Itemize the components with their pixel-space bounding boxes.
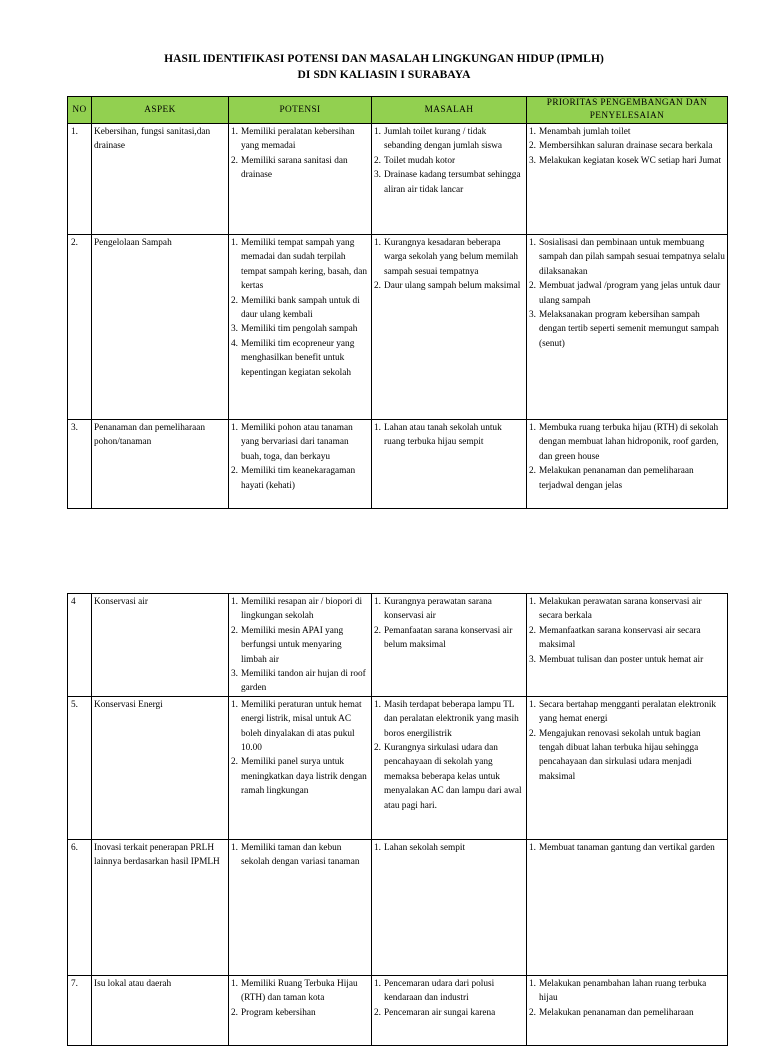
cell-prioritas (527, 839, 728, 975)
list-item-text: Memiliki taman dan kebun sekolah dengan variasi tanaman (241, 842, 360, 868)
list-item (529, 421, 725, 464)
list-item-text: Memiliki resapan air / biopori di lingkungan sekolah (241, 597, 363, 622)
cell-potensi (229, 594, 372, 697)
list-item-text: Drainase kadang tersumbat sehingga aliran air tidak lancar (384, 170, 521, 195)
list-item (374, 125, 524, 154)
list-item (231, 464, 369, 493)
list-item-text: Secara bertahap mengganti peralatan elektronik yang hemat energi (539, 699, 717, 725)
list-item-number: 2. (231, 295, 238, 306)
potensi-list (231, 698, 369, 799)
document-subtitle: DI SDN KALIASIN I SURABAYA (297, 69, 471, 81)
list-item-text: Program kebersihan (241, 1007, 316, 1018)
cell-no: 7. (68, 975, 92, 1045)
list-item (374, 154, 524, 168)
list-item-text: Daur ulang sampah belum maksimal (384, 281, 521, 292)
list-item (529, 977, 725, 1006)
cell-potensi (229, 839, 372, 975)
cell-masalah (372, 235, 527, 420)
prioritas-list (529, 698, 725, 784)
list-item-number: 2. (374, 155, 381, 166)
list-item (231, 698, 369, 756)
prioritas-list (529, 841, 725, 855)
list-item-number: 2. (231, 757, 238, 768)
list-item-text: Membuat tanaman gantung dan vertikal garden (539, 842, 715, 853)
list-item-text: Membuat tulisan dan poster untuk hemat air (539, 654, 704, 665)
cell-masalah (372, 594, 527, 697)
list-item-text: Toilet mudah kotor (384, 155, 456, 166)
list-item (231, 337, 369, 380)
table-row (68, 696, 728, 839)
list-item-number: 1. (231, 127, 238, 137)
list-item (231, 125, 369, 154)
cell-prioritas (527, 696, 728, 839)
list-item-text: Memiliki tim keanekaragaman hayati (kehati) (241, 466, 356, 491)
list-item-number: 1. (529, 238, 536, 248)
list-item (231, 421, 369, 464)
cell-prioritas (527, 594, 728, 697)
cell-masalah (372, 839, 527, 975)
cell-aspek: Isu lokal atau daerah (92, 975, 229, 1045)
list-item-number: 2. (529, 1007, 536, 1018)
list-item-number: 1. (529, 842, 536, 853)
list-item-text: Memiliki bank sampah untuk di daur ulang kembali (241, 295, 360, 321)
list-item (374, 168, 524, 197)
list-item (231, 154, 369, 183)
cell-masalah (372, 975, 527, 1045)
list-item-number: 1. (231, 597, 238, 607)
list-item-text: Menambah jumlah toilet (539, 127, 631, 137)
cell-aspek: Pengelolaan Sampah (92, 235, 229, 420)
list-item-number: 2. (231, 625, 238, 636)
ipmlh-table-part-1 (67, 96, 728, 509)
list-item-text: Memiliki Ruang Terbuka Hijau (RTH) dan taman kota (241, 978, 358, 1004)
cell-potensi (229, 975, 372, 1045)
list-item-text: Jumlah toilet kurang / tidak sebanding dengan jumlah siswa (384, 127, 502, 152)
cell-no: 6. (68, 839, 92, 975)
list-item-number: 2. (529, 625, 536, 636)
masalah-list (374, 595, 524, 653)
header-no: NO (68, 97, 92, 124)
header-masalah: MASALAH (372, 97, 527, 124)
list-item-number: 2. (529, 281, 536, 292)
list-item-number: 2. (374, 625, 381, 636)
list-item (231, 294, 369, 323)
header-aspek: ASPEK (92, 97, 229, 124)
masalah-list (374, 977, 524, 1020)
list-item (374, 1006, 524, 1020)
list-item-number: 3. (374, 170, 381, 181)
list-item-text: Memiliki panel surya untuk meningkatkan daya listrik dengan ramah lingkungan (241, 757, 367, 797)
list-item-number: 2. (231, 1007, 238, 1018)
list-item-text: Sosialisasi dan pembinaan untuk membuang sampah dan pilah sampah sesuai tempatnya selalu dilaksanakan (539, 238, 725, 277)
list-item-number: 3. (231, 669, 238, 680)
list-item-text: Membersihkan saluran drainase secara berkala (539, 141, 713, 152)
list-item (231, 755, 369, 798)
list-item-number: 3. (529, 654, 536, 665)
list-item (529, 125, 725, 139)
list-item (529, 139, 725, 153)
list-item-number: 3. (529, 155, 536, 166)
list-item-number: 1. (374, 978, 381, 989)
cell-prioritas (527, 975, 728, 1045)
cell-masalah (372, 124, 527, 235)
list-item (231, 667, 369, 696)
list-item-number: 1. (231, 699, 238, 710)
list-item (529, 1006, 725, 1020)
potensi-list (231, 421, 369, 493)
list-item-number: 1. (529, 699, 536, 710)
masalah-list (374, 421, 524, 450)
list-item-number: 1. (529, 127, 536, 137)
list-item-number: 2. (529, 728, 536, 739)
list-item-text: Melaksanakan program kebersihan sampah dengan tertib seperti semenit memungut sampah (senut) (539, 310, 719, 349)
list-item-text: Memiliki peralatan kebersihan yang memadai (241, 127, 355, 152)
prioritas-list (529, 125, 725, 168)
table-header-row (68, 97, 728, 124)
potensi-list (231, 595, 369, 696)
potensi-list (231, 236, 369, 380)
list-item (231, 1006, 369, 1020)
list-item-text: Pemanfaatan sarana konservasi air belum maksimal (384, 625, 513, 651)
header-potensi: POTENSI (229, 97, 372, 124)
list-item-text: Pencemaran udara dari polusi kendaraan dan industri (384, 978, 495, 1004)
cell-potensi (229, 696, 372, 839)
list-item-text: Memiliki tandon air hujan di roof garden (241, 669, 366, 694)
list-item-text: Memiliki tim pengolah sampah (241, 324, 358, 335)
list-item (529, 279, 725, 308)
cell-aspek: Inovasi terkait penerapan PRLH lainnya berdasarkan hasil IPMLH (92, 839, 229, 975)
cell-no: 1. (68, 124, 92, 235)
cell-masalah (372, 696, 527, 839)
list-item-number: 1. (529, 978, 536, 989)
list-item-number: 1. (374, 127, 381, 137)
list-item-text: Melakukan perawatan sarana konservasi air secara berkala (539, 597, 702, 622)
list-item-text: Memiliki mesin APAI yang berfungsi untuk menyaring limbah air (241, 625, 344, 665)
list-item-text: Melakukan penanaman dan pemeliharaan (539, 1007, 694, 1018)
cell-prioritas (527, 124, 728, 235)
list-item (231, 595, 369, 624)
list-item-number: 2. (374, 743, 381, 754)
list-item-number: 4. (231, 338, 238, 349)
cell-aspek: Konservasi air (92, 594, 229, 697)
list-item-text: Kurangnya perawatan sarana konservasi air (384, 597, 492, 622)
list-item-text: Masih terdapat beberapa lampu TL dan peralatan elektronik yang masih boros energilistrik (384, 699, 519, 739)
list-item (374, 236, 524, 279)
list-item (374, 279, 524, 293)
cell-masalah (372, 420, 527, 509)
list-item-number: 3. (231, 324, 238, 335)
list-item-text: Melakukan kegiatan kosek WC setiap hari Jumat (539, 155, 722, 166)
list-item (231, 236, 369, 294)
list-item-number: 2. (529, 141, 536, 152)
list-item-text: Memiliki sarana sanitasi dan drainase (241, 155, 348, 181)
list-item-number: 2. (231, 155, 238, 166)
list-item-text: Kurangnya sirkulasi udara dan pencahayaan di sekolah yang memaksa beberapa kelas untuk menyalakan AC dan lampu dari awal atau pagi hari. (384, 743, 522, 811)
list-item (529, 464, 725, 493)
list-item (374, 977, 524, 1006)
list-item (374, 595, 524, 624)
list-item-number: 1. (231, 423, 238, 433)
table-row (68, 124, 728, 235)
list-item-number: 1. (374, 423, 381, 433)
list-item-text: Memanfaatkan sarana konservasi air secara maksimal (539, 625, 701, 651)
cell-no: 5. (68, 696, 92, 839)
list-item-text: Melakukan penambahan lahan ruang terbuka hijau (539, 978, 707, 1004)
list-item-number: 2. (529, 466, 536, 477)
list-item-text: Memiliki tim ecopreneur yang menghasilkan benefit untuk kepentingan kegiatan sekolah (241, 338, 355, 378)
potensi-list (231, 125, 369, 183)
list-item (529, 653, 725, 667)
list-item-number: 3. (529, 310, 536, 321)
potensi-list (231, 977, 369, 1020)
list-item (374, 841, 524, 855)
cell-aspek: Penanaman dan pemeliharaan pohon/tanaman (92, 420, 229, 509)
masalah-list (374, 236, 524, 294)
list-item-text: Membuat jadwal /program yang jelas untuk daur ulang sampah (539, 281, 721, 306)
list-item-text: Membuka ruang terbuka hijau (RTH) di sekolah dengan membuat lahan hidroponik, roof garden, dan green house (539, 423, 719, 462)
cell-no: 4 (68, 594, 92, 697)
list-item-text: Melakukan penanaman dan pemeliharaan terjadwal dengan jelas (539, 466, 694, 491)
list-item (231, 624, 369, 667)
list-item (529, 308, 725, 351)
list-item-text: Lahan atau tanah sekolah untuk ruang terbuka hijau sempit (384, 423, 502, 448)
cell-potensi (229, 420, 372, 509)
ipmlh-table-part-2 (67, 593, 728, 1046)
cell-prioritas (527, 420, 728, 509)
table-row (68, 839, 728, 975)
list-item-number: 2. (231, 466, 238, 477)
table-row (68, 420, 728, 509)
list-item (231, 322, 369, 336)
list-item-text: Kurangnya kesadaran beberapa warga sekolah yang belum memilah sampah sesuai tempatnya (384, 238, 519, 277)
list-item-number: 1. (231, 238, 238, 248)
potensi-list (231, 841, 369, 870)
list-item (529, 727, 725, 785)
table-row (68, 975, 728, 1045)
prioritas-list (529, 977, 725, 1020)
list-item-number: 1. (374, 597, 381, 607)
list-item-text: Memiliki tempat sampah yang memadai dan sudah terpilah tempat sampah kering, basah, dan kertas (241, 238, 367, 292)
document-title: HASIL IDENTIFIKASI POTENSI DAN MASALAH LINGKUNGAN HIDUP (IPMLH) (164, 53, 604, 65)
list-item (529, 595, 725, 624)
list-item (374, 421, 524, 450)
list-item-number: 1. (231, 978, 238, 989)
list-item-number: 1. (529, 423, 536, 433)
list-item (374, 741, 524, 813)
list-item (231, 977, 369, 1006)
cell-no: 3. (68, 420, 92, 509)
list-item (231, 841, 369, 870)
masalah-list (374, 698, 524, 813)
prioritas-list (529, 595, 725, 667)
cell-no: 2. (68, 235, 92, 420)
list-item (529, 154, 725, 168)
list-item-text: Memiliki pohon atau tanaman yang bervariasi dari tanaman buah, toga, dan berkayu (241, 423, 353, 462)
list-item (374, 624, 524, 653)
prioritas-list (529, 236, 725, 351)
cell-potensi (229, 235, 372, 420)
header-prioritas: PRIORITAS PENGEMBANGAN DAN PENYELESAIAN (527, 97, 728, 124)
table-row (68, 235, 728, 420)
list-item (374, 698, 524, 741)
list-item-number: 1. (231, 842, 238, 853)
cell-prioritas (527, 235, 728, 420)
list-item (529, 236, 725, 279)
cell-aspek: Kebersihan, fungsi sanitasi,dan drainase (92, 124, 229, 235)
list-item (529, 698, 725, 727)
list-item-text: Pencemaran air sungai karena (384, 1007, 496, 1018)
list-item-number: 2. (374, 1007, 381, 1018)
prioritas-list (529, 421, 725, 493)
masalah-list (374, 125, 524, 197)
list-item-number: 1. (374, 842, 381, 853)
list-item-text: Memiliki peraturan untuk hemat energi listrik, misal untuk AC boleh dinyalakan di atas pukul 10.00 (241, 699, 362, 754)
table-row (68, 594, 728, 697)
list-item-number: 1. (374, 699, 381, 710)
list-item-number: 1. (374, 238, 381, 248)
cell-aspek: Konservasi Energi (92, 696, 229, 839)
list-item-text: Lahan sekolah sempit (384, 842, 466, 853)
list-item-number: 2. (374, 281, 381, 292)
list-item (529, 841, 725, 855)
list-item-number: 1. (529, 597, 536, 607)
list-item-text: Mengajukan renovasi sekolah untuk bagian tengah dibuat lahan terbuka hijau sehingga pencahayaan dan sirkulasi udara menjadi maksimal (539, 728, 701, 782)
list-item (529, 624, 725, 653)
masalah-list (374, 841, 524, 855)
cell-potensi (229, 124, 372, 235)
